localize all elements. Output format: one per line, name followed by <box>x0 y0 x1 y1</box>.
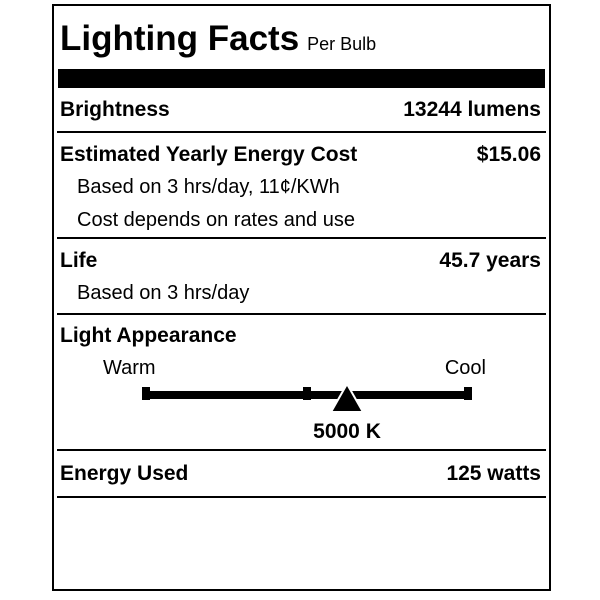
energy-cost-value: $15.06 <box>476 143 541 166</box>
energy-cost-row <box>60 138 541 171</box>
scale-tick-right <box>464 387 472 400</box>
brightness-value: 13244 lumens <box>403 98 541 121</box>
energy-cost-note-disclaimer: Cost depends on rates and use <box>77 209 355 231</box>
energy-cost-label: Estimated Yearly Energy Cost <box>60 143 358 166</box>
scale-tick-middle <box>303 387 311 400</box>
life-row <box>60 244 541 277</box>
scale-tick-left <box>142 387 150 400</box>
label-subtitle: Per Bulb <box>307 34 377 54</box>
life-section <box>57 239 546 315</box>
warm-cool-row <box>60 352 541 384</box>
cool-label: Cool <box>444 357 486 379</box>
brightness-label: Brightness <box>60 98 170 121</box>
energy-cost-section <box>57 133 546 239</box>
energy-used-row <box>60 460 541 488</box>
color-temperature-scale <box>142 384 472 443</box>
energy-cost-note-basis: Based on 3 hrs/day, 11¢/KWh <box>77 176 340 198</box>
warm-label: Warm <box>103 357 156 379</box>
light-appearance-section <box>57 315 546 451</box>
energy-used-section <box>57 451 546 498</box>
life-note-basis: Based on 3 hrs/day <box>77 282 250 304</box>
energy-used-value: 125 watts <box>446 462 541 485</box>
kelvin-value: 5000 K <box>313 420 381 443</box>
temperature-marker-icon <box>328 382 366 414</box>
label-title: Lighting Facts <box>60 19 300 58</box>
lighting-facts-label <box>52 4 551 591</box>
light-appearance-label: Light Appearance <box>60 324 237 347</box>
life-label: Life <box>60 249 98 272</box>
label-header <box>54 6 549 69</box>
brightness-section <box>57 88 546 133</box>
brightness-row <box>60 96 541 124</box>
header-separator-bar <box>58 69 545 88</box>
life-value: 45.7 years <box>439 249 541 272</box>
energy-used-label: Energy Used <box>60 462 189 485</box>
